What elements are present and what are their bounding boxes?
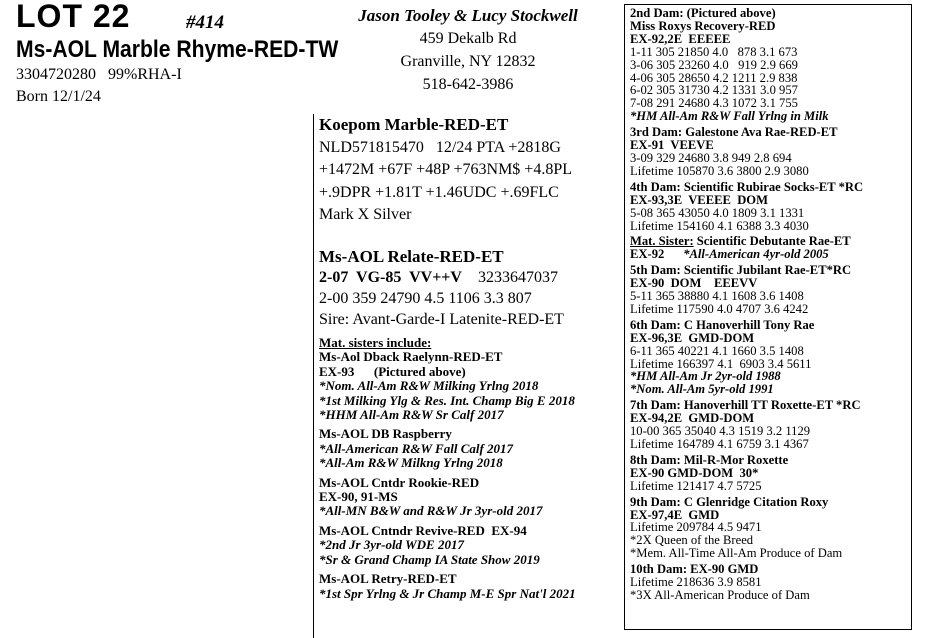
maternal-sister-name: Ms-AOL DB Raspberry [319,426,452,442]
pedigree-dam-name: 6th Dam: C Hanoverhill Tony Rae [630,317,815,332]
cow-name: Ms-AOL Marble Rhyme-RED-TW [16,36,339,63]
pedigree-dam-record: Lifetime 164789 4.1 6759 3.1 4367 [630,437,809,451]
pedigree-dam-classification: EX-91 VEEVE [630,138,714,153]
pedigree-dam-record: Lifetime 166397 4.1 6903 3.4 5611 [630,356,812,371]
pedigree-entry [630,126,911,178]
maternal-sisters-list [319,350,624,601]
sire-info-line: +1472M +67F +48P +763NM$ +4.8PL [319,161,572,178]
maternal-sister-name: Ms-AOL Cntdr Rookie-RED [319,474,480,490]
pedigree-mat-sister-award: *All-American 4yr-old 2005 [683,247,829,262]
dam-block [319,246,624,330]
sire-info-line: Mark X Silver [319,206,412,223]
pedigree-dam-record: Lifetime 117590 4.0 4707 3.6 4242 [630,301,809,316]
pedigree-dam-award: *HM All-Am Jr 2yr-old 1988 [630,369,781,384]
maternal-sister-name: Ms-AOL Retry-RED-ET [319,571,457,587]
pedigree-dam-record: Lifetime 105870 3.6 3800 2.9 3080 [630,163,809,178]
maternal-sister-award: *All-Am R&W Milkng Yrlng 2018 [319,455,503,471]
maternal-sister-name: Ms-AOL Cntndr Revive-RED EX-94 [319,522,527,538]
pedigree-dam-record: 5-11 365 38880 4.1 1608 3.6 1408 [630,289,804,304]
maternal-sisters-block [319,336,624,606]
maternal-sister-award: *All-American R&W Fall Calf 2017 [319,440,514,456]
sire-block [319,114,624,227]
pedigree-dam-record: 3-06 305 23260 4.0 919 2.9 669 [630,57,798,72]
maternal-sister-entry [319,524,624,567]
dam-name: Ms-AOL Relate-RED-ET [319,247,504,266]
pedigree-entry [630,454,911,493]
pedigree-dam-name: 4th Dam: Scientific Rubirae Socks-ET *RC [630,179,864,194]
cow-reg-number: 3304720280 [16,66,96,83]
maternal-sister-entry [319,350,624,422]
pedigree-dam-record: 7-08 291 24680 4.3 1072 3.1 755 [630,96,798,111]
cow-breed-percent: 99%RHA-I [108,66,182,83]
maternal-sister-award: *Sr & Grand Champ IA State Show 2019 [319,551,540,567]
pedigree-dam-record: 6-11 365 40221 4.1 1660 3.5 1408 [630,343,804,358]
pedigree-dam-name: 10th Dam: EX-90 GMD [630,562,759,577]
pedigree-entry [630,7,911,123]
maternal-sister-award: *1st Spr Yrlng & Jr Champ M-E Spr Nat'l 2021 [319,585,576,601]
pedigree-dam-name: 3rd Dam: Galestone Ava Rae-RED-ET [630,125,838,140]
pedigree-dam-record: 1-11 305 21850 4.0 878 3.1 673 [630,44,798,59]
pedigree-dam-award: *HM All-Am R&W Fall Yrlng in Milk [630,109,829,124]
sire-info-line: +.9DPR +1.81T +1.46UDC +.69FLC [319,183,559,201]
pedigree-dam-classification: EX-94,2E GMD-DOM [630,411,755,426]
sire-name: Koepom Marble-RED-ET [319,115,509,134]
pedigree-dam-award: *Nom. All-Am 5yr-old 1991 [630,382,774,397]
pedigree-dam-record: Lifetime 218636 3.9 8581 [630,575,762,590]
dam-classification-line [319,267,624,288]
pedigree-entry [630,264,911,316]
pedigree-entry [630,563,911,602]
pedigree-box [624,4,912,630]
pedigree-entry [630,496,911,561]
pedigree-dam-classification: EX-97,4E GMD [630,507,720,522]
pedigree-dam-record: Lifetime 154160 4.1 6388 3.3 4030 [630,218,809,233]
column-divider [313,114,314,638]
consignor-address-line2: Granville, NY 12832 [400,53,536,70]
pedigree-mat-sister-name: Scientific Debutante Rae-ET [693,234,851,249]
consignor-phone: 518-642-3986 [422,76,514,93]
lot-number: #414 [186,12,224,33]
pedigree-dam-classification: Miss Roxys Recovery-RED [630,18,776,33]
pedigree-mat-sister-award-line [630,248,911,261]
pedigree-dam-classification: EX-90 GMD-DOM 30* [630,465,759,480]
consignor-block [318,4,618,96]
maternal-sisters-heading: Mat. sisters include: [319,335,432,350]
pedigree-dam-classification: EX-93,3E VEEEE DOM [630,192,768,207]
maternal-sister-award: *All-MN B&W and R&W Jr 3yr-old 2017 [319,503,543,519]
pedigree-dam-name: 9th Dam: C Glenridge Citation Roxy [630,494,829,509]
pedigree-dam-classification: EX-92,2E EEEEE [630,31,731,46]
maternal-sister-entry [319,476,624,519]
maternal-sister-award: *HHM All-Am R&W Sr Calf 2017 [319,407,504,423]
pedigree-dam-record: *2X Queen of the Breed [630,533,754,548]
pedigree-dam-name: 5th Dam: Scientific Jubilant Rae-ET*RC [630,263,852,278]
pedigree-dam-record: *Mem. All-Time All-Am Produce of Dam [630,546,843,561]
maternal-sister-classification: EX-90, 91-MS [319,489,398,505]
pedigree-dam-record: Lifetime 209784 4.5 9471 [630,520,762,535]
pedigree-dam-record: *3X All-American Produce of Dam [630,587,810,602]
pedigree-dam-record: 10-00 365 35040 4.3 1519 3.2 1129 [630,424,811,439]
pedigree-entry [630,319,911,396]
lot-label: LOT 22 [16,0,131,34]
pedigree-mat-sister-classification: EX-92 [630,247,665,262]
dam-reg-number: 3233647037 [477,269,558,286]
pedigree-dam-classification: EX-90 DOM EEEVV [630,276,758,291]
cow-birth-date: Born 12/1/24 [16,88,101,105]
maternal-sister-classification: EX-93 (Pictured above) [319,363,466,379]
pedigree-dam-name: 8th Dam: Mil-R-Mor Roxette [630,452,789,467]
pedigree-entry [630,181,911,233]
consignor-address-line1: 459 Dekalb Rd [419,30,517,47]
pedigree-mat-sister-label: Mat. Sister: [630,234,694,249]
dam-record: 2-00 359 24790 4.5 1106 3.3 807 [319,290,532,307]
pedigree-dam-classification: EX-96,3E GMD-DOM [630,330,755,345]
maternal-sister-entry [319,427,624,470]
dam-sire-line: Sire: Avant-Garde-I Latenite-RED-ET [319,311,564,328]
pedigree-dam-record: 5-08 365 43050 4.0 1809 3.1 1331 [630,205,805,220]
maternal-sister-award: *2nd Jr 3yr-old WDE 2017 [319,537,464,553]
maternal-sister-award: *Nom. All-Am R&W Milking Yrlng 2018 [319,378,539,394]
pedigree-dam-record: Lifetime 121417 4.7 5725 [630,478,762,493]
cow-registration-line [16,66,182,84]
consignor-name: Jason Tooley & Lucy Stockwell [358,6,578,25]
pedigree-dam-record: 6-02 305 31730 4.2 1331 3.0 957 [630,83,798,98]
pedigree-dam-record: 4-06 305 28650 4.2 1211 2.9 838 [630,70,798,85]
pedigree-dam-record: 3-09 329 24680 3.8 949 2.8 694 [630,150,792,165]
pedigree-entry [630,235,911,261]
pedigree-dam-name: 2nd Dam: (Pictured above) [630,6,776,20]
pedigree-dam-name: 7th Dam: Hanoverhill TT Roxette-ET *RC [630,398,861,413]
maternal-sister-name: Ms-Aol Dback Raelynn-RED-ET [319,349,503,365]
maternal-sister-entry [319,572,624,601]
maternal-sister-award: *1st Milking Ylg & Res. Int. Champ Big E 2018 [319,392,575,408]
dam-classification: 2-07 VG-85 VV++V [319,269,462,286]
sire-info-line: NLD571815470 12/24 PTA +2818G [319,138,561,156]
pedigree-entry [630,399,911,451]
